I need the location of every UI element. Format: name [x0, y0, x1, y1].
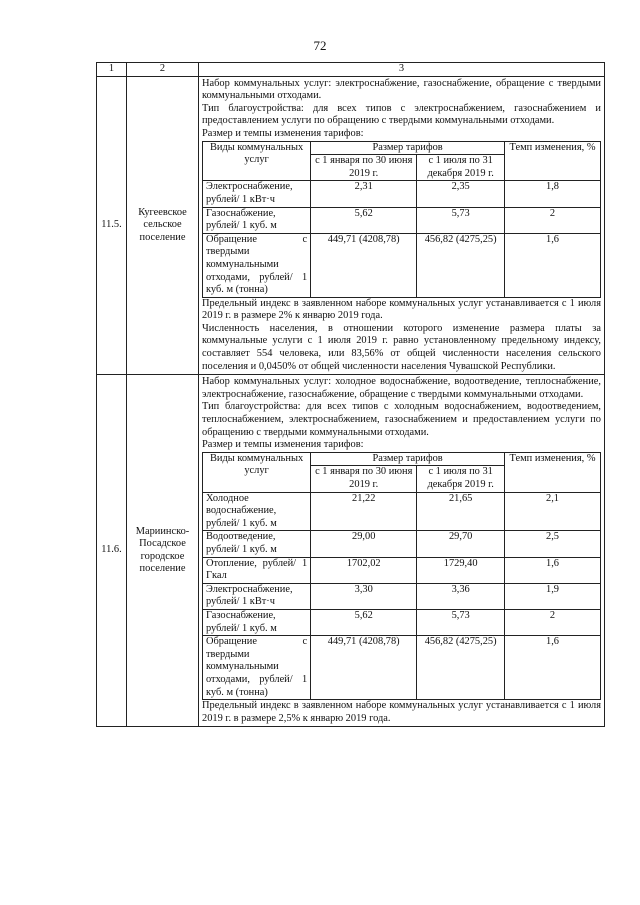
tariff-value-1: 449,71 (4208,78)	[311, 233, 417, 297]
tempo-value: 2,5	[505, 531, 601, 557]
settlement-name: Мариинско-Посадское городское поселение	[127, 375, 199, 727]
table-row	[203, 583, 601, 609]
header-col-3: 3	[199, 63, 605, 77]
tariff-value-2: 3,36	[417, 583, 505, 609]
tariff-value-2: 456,82 (4275,25)	[417, 233, 505, 297]
col-size: Размер тарифов	[311, 141, 505, 155]
table-row	[203, 492, 601, 531]
header-col-2: 2	[127, 63, 199, 77]
tempo-value: 1,8	[505, 181, 601, 207]
table-row	[203, 557, 601, 583]
service-name: Обращение с твердыми коммунальными отходами, рублей/ 1 куб. м (тонна)	[203, 636, 311, 700]
tempo-value: 1,6	[505, 557, 601, 583]
tariff-value-1: 1702,02	[311, 557, 417, 583]
col-period-1: с 1 января по 30 июня 2019 г.	[311, 155, 417, 181]
tempo-value: 2	[505, 609, 601, 635]
tariff-head-row	[203, 452, 601, 466]
col-size: Размер тарифов	[311, 452, 505, 466]
service-name: Водоотведение, рублей/ 1 куб. м	[203, 531, 311, 557]
service-name: Обращение с твердыми коммунальными отходами, рублей/ 1 куб. м (тонна)	[203, 233, 311, 297]
services-text: Набор коммунальных услуг: холодное водоснабжение, водоотведение, теплоснабжение, электроснабжение, газоснабжение, обращение с твердыми коммунальными отходами.	[202, 376, 601, 400]
tempo-value: 1,9	[505, 583, 601, 609]
tariff-value-2: 5,73	[417, 609, 505, 635]
col-period-2: с 1 июля по 31 декабря 2019 г.	[417, 466, 505, 492]
limit-index-text: Предельный индекс в заявленном наборе коммунальных услуг устанавливается с 1 июля 2019 г. в размере 2,5% к январю 2019 года.	[202, 700, 601, 724]
service-name: Холодное водоснабжение, рублей/ 1 куб. м	[203, 492, 311, 531]
col-kinds: Виды коммунальных услуг	[203, 452, 311, 492]
section-number: 11.5.	[97, 76, 127, 375]
tariff-value-2: 21,65	[417, 492, 505, 531]
section-number: 11.6.	[97, 375, 127, 727]
service-name: Отопление, рублей/ 1 Гкал	[203, 557, 311, 583]
settlement-name: Кугеевское сельское поселение	[127, 76, 199, 375]
service-name: Электроснабжение, рублей/ 1 кВт·ч	[203, 181, 311, 207]
tariff-value-1: 449,71 (4208,78)	[311, 636, 417, 700]
header-row	[97, 63, 605, 77]
tariff-value-2: 5,73	[417, 207, 505, 233]
table-row	[203, 636, 601, 700]
tariff-value-1: 2,31	[311, 181, 417, 207]
col-period-1: с 1 января по 30 июня 2019 г.	[311, 466, 417, 492]
tempo-value: 1,6	[505, 636, 601, 700]
header-col-1: 1	[97, 63, 127, 77]
tariff-value-1: 21,22	[311, 492, 417, 531]
tariff-value-1: 3,30	[311, 583, 417, 609]
tariff-value-1: 29,00	[311, 531, 417, 557]
tariff-head-row	[203, 141, 601, 155]
tariff-value-1: 5,62	[311, 609, 417, 635]
col-tempo: Темп изменения, %	[505, 452, 601, 492]
section-row-11-6	[97, 375, 605, 727]
tempo-value: 2,1	[505, 492, 601, 531]
tempo-value: 2	[505, 207, 601, 233]
service-name: Электроснабжение, рублей/ 1 кВт·ч	[203, 583, 311, 609]
tempo-value: 1,6	[505, 233, 601, 297]
services-text: Набор коммунальных услуг: электроснабжение, газоснабжение, обращение с твердыми коммунальными отходами.	[202, 77, 601, 102]
section-row-11-5	[97, 76, 605, 375]
table-row	[203, 207, 601, 233]
col-period-2: с 1 июля по 31 декабря 2019 г.	[417, 155, 505, 181]
tariff-value-2: 456,82 (4275,25)	[417, 636, 505, 700]
tariff-value-1: 5,62	[311, 207, 417, 233]
main-table	[96, 62, 605, 727]
tariff-value-2: 29,70	[417, 531, 505, 557]
section-content	[199, 375, 605, 727]
page-number: 72	[313, 38, 327, 53]
tariff-table	[202, 452, 601, 700]
table-row	[203, 233, 601, 297]
table-row	[203, 181, 601, 207]
table-row	[203, 609, 601, 635]
tariff-title: Размер и темпы изменения тарифов:	[202, 127, 364, 139]
service-name: Газоснабжение, рублей/ 1 куб. м	[203, 207, 311, 233]
tariff-table	[202, 141, 601, 298]
tariff-value-2: 1729,40	[417, 557, 505, 583]
col-kinds: Виды коммунальных услуг	[203, 141, 311, 181]
tariff-title: Размер и темпы изменения тарифов:	[202, 439, 364, 451]
service-name: Газоснабжение, рублей/ 1 куб. м	[203, 609, 311, 635]
limit-index-text: Предельный индекс в заявленном наборе коммунальных услуг устанавливается с 1 июля 2019 г. в размере 2% к январю 2019 года.	[202, 297, 601, 322]
improvement-text: Тип благоустройства: для всех типов с электроснабжением, газоснабжением и предоставлением услуги по обращению с твердыми коммунальными отходами.	[202, 102, 601, 127]
table-row	[203, 531, 601, 557]
improvement-text: Тип благоустройства: для всех типов с холодным водоснабжением, водоотведением, теплоснабжением, электроснабжением, газоснабжением и предоставлением услуги по обращению с твердыми коммунальными отходами.	[202, 401, 601, 438]
population-text: Численность населения, в отношении которого изменение размера платы за коммунальные услуги с 1 июля 2019 г. равно установленному предельному индексу, составляет 554 человека, или 83,56% от общей численности населения сельского поселения и 0,0450% от общей численности населения Чувашской Республики.	[202, 322, 601, 372]
tariff-value-2: 2,35	[417, 181, 505, 207]
col-tempo: Темп изменения, %	[505, 141, 601, 181]
section-content	[199, 76, 605, 375]
